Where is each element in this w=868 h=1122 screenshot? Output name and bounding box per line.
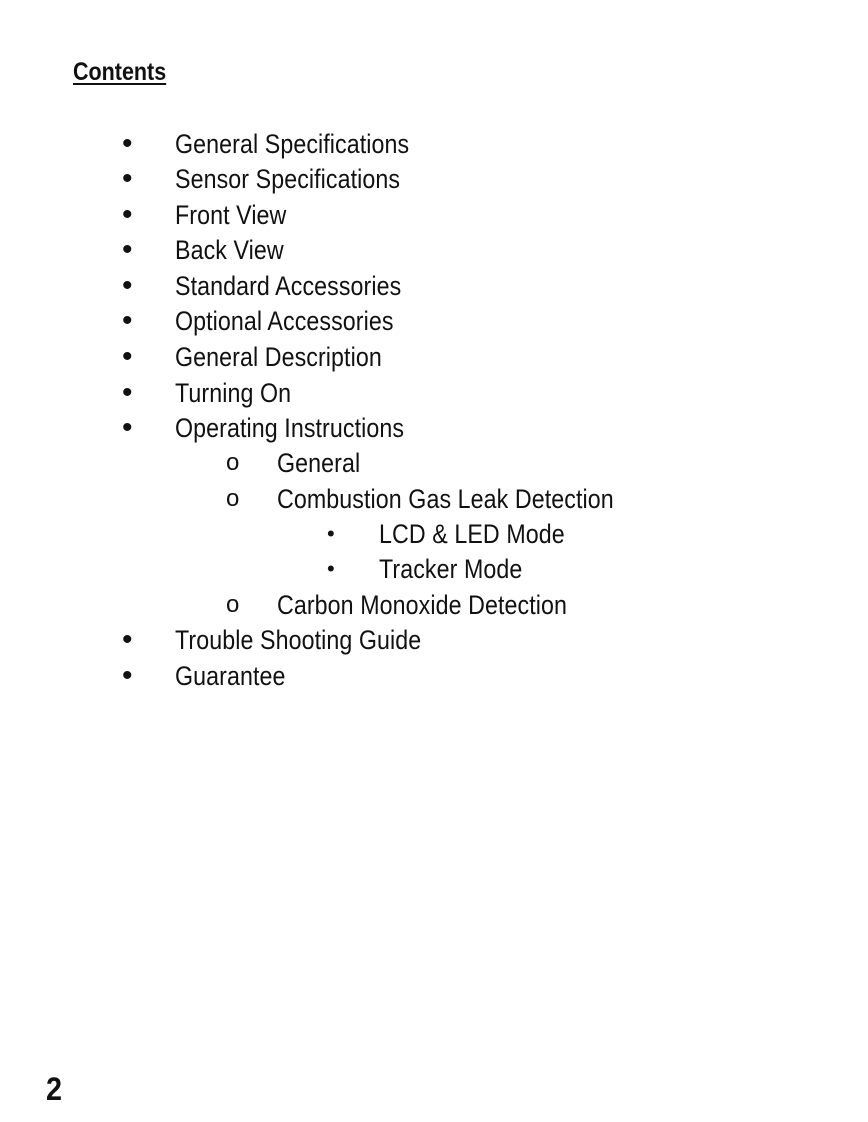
- toc-item-label: Trouble Shooting Guide: [175, 625, 422, 655]
- hollow-bullet-icon: o: [226, 449, 240, 476]
- toc-item-label: Back View: [175, 235, 284, 265]
- bullet-icon: •: [122, 269, 133, 302]
- toc-item-label: General Specifications: [175, 129, 410, 159]
- bullet-icon: •: [122, 304, 133, 337]
- bullet-icon: •: [327, 521, 335, 546]
- toc-subsubitem-label: LCD & LED Mode: [379, 519, 565, 549]
- toc-item-label: Guarantee: [175, 661, 286, 691]
- bullet-icon: •: [122, 162, 133, 195]
- toc-item-label: Sensor Specifications: [175, 164, 401, 194]
- bullet-icon: •: [122, 233, 133, 266]
- bullet-icon: •: [122, 198, 133, 231]
- toc-item-label: Optional Accessories: [175, 306, 394, 336]
- page-title: Contents: [73, 58, 167, 86]
- bullet-icon: •: [122, 127, 133, 160]
- toc-item-label: Operating Instructions: [175, 413, 405, 443]
- toc-subitem-label: General: [277, 448, 361, 478]
- toc-item-label: Turning On: [175, 378, 292, 408]
- bullet-icon: •: [122, 340, 133, 373]
- hollow-bullet-icon: o: [226, 591, 240, 618]
- toc-item-label: Front View: [175, 200, 287, 230]
- page-number: 2: [46, 1071, 63, 1107]
- toc-item-label: General Description: [175, 342, 382, 372]
- toc-subitem-label: Combustion Gas Leak Detection: [277, 484, 614, 514]
- toc-item-label: Standard Accessories: [175, 271, 402, 301]
- bullet-icon: •: [122, 411, 133, 444]
- toc-subsubitem-label: Tracker Mode: [379, 554, 523, 584]
- hollow-bullet-icon: o: [226, 485, 240, 512]
- toc-subitem-label: Carbon Monoxide Detection: [277, 590, 567, 620]
- bullet-icon: •: [122, 623, 133, 656]
- bullet-icon: •: [327, 556, 335, 581]
- bullet-icon: •: [122, 376, 133, 409]
- bullet-icon: •: [122, 659, 133, 692]
